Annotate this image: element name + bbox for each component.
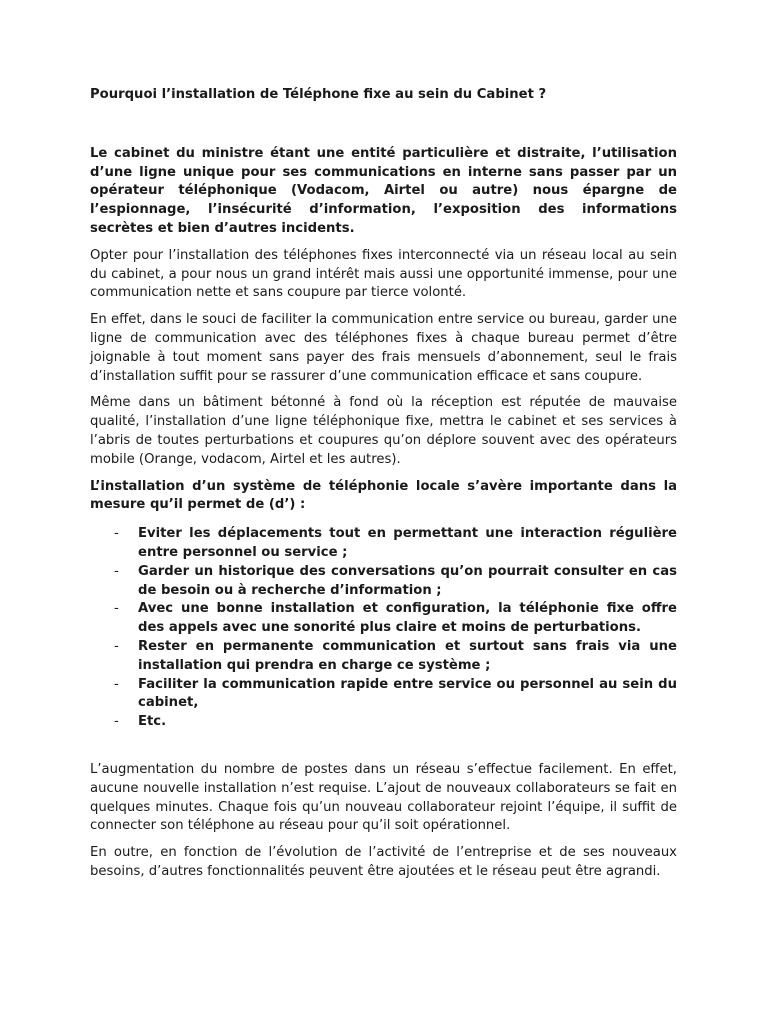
list-item (90, 713, 677, 732)
list-intro-paragraph: L’installation d’un système de téléphonie locale s’avère importante dans la mesure qu’il permet de (d’) : (90, 478, 677, 513)
list-item-text: Avec une bonne installation et configuration, la téléphonie fixe offre des appels avec une sonorité plus claire et moins de perturbations. (138, 601, 677, 636)
body-paragraph: Opter pour l’installation des téléphones fixes interconnecté via un réseau local au sein du cabinet, a pour nous un grand intérêt mais aussi une opportunité immense, pour une communication nette et sans coupure par tierce volonté. (90, 247, 677, 301)
body-paragraph: L’augmentation du nombre de postes dans un réseau s’effectue facilement. En effet, aucune nouvelle installation n’est requise. L’ajout de nouveaux collaborateurs se fait en quelques minutes. Chaque fois qu’un nouveau collaborateur rejoint l’équipe, il suffit de connecter son téléphone au réseau pour qu’il soit opérationnel. (90, 761, 677, 834)
list-marker: - (114, 676, 119, 692)
page-title: Pourquoi l’installation de Téléphone fixe au sein du Cabinet ? (90, 87, 547, 102)
document-page (90, 86, 677, 890)
body-paragraph: Même dans un bâtiment bétonné à fond où la réception est réputée de mauvaise qualité, l’installation d’une ligne téléphonique fixe, mettra le cabinet et ses services à l’abris de toutes perturbations et coupures qu’on déplore souvent avec des opérateurs mobile (Orange, vodacom, Airtel et les autres). (90, 395, 677, 467)
list-item-text: Garder un historique des conversations qu’on pourrait consulter en cas de besoin ou à recherche d’information ; (138, 563, 677, 598)
list-item (90, 525, 677, 563)
body-paragraph: En outre, en fonction de l’évolution de l’activité de l’entreprise et de ses nouveaux besoins, d’autres fonctionnalités peuvent être ajoutées et le réseau peut être agrandi. (90, 845, 677, 879)
list-item-text: Rester en permanente communication et surtout sans frais via une installation qui prendra en charge ce système ; (138, 638, 677, 673)
body-paragraph: En effet, dans le souci de faciliter la communication entre service ou bureau, garder une ligne de communication avec des téléphones fixes à chaque bureau permet d’être joignable à tout moment sans payer des frais mensuels d’abonnement, seul le frais d’installation suffit pour se rassurer d’une communication efficace et sans coupure. (90, 312, 677, 384)
list-marker: - (114, 638, 119, 654)
list-marker: - (114, 526, 119, 542)
list-item-text: Eviter les déplacements tout en permettant une interaction régulière entre personnel ou service ; (138, 526, 677, 560)
list-item (90, 600, 677, 638)
list-item (90, 676, 677, 714)
intro-paragraph: Le cabinet du ministre étant une entité particulière et distraite, l’utilisation d’une ligne unique pour ses communications en interne sans passer par un opérateur téléphonique (Vodacom, Airtel ou autre) nous épargne de l’espionnage, l’insécurité d’information, l’exposition des informations secrètes et bien d’autres incidents. (90, 145, 677, 236)
list-item-text: Etc. (138, 714, 167, 730)
list-item (90, 638, 677, 676)
list-item-text: Faciliter la communication rapide entre service ou personnel au sein du cabinet, (138, 676, 677, 711)
list-item (90, 563, 677, 601)
list-marker: - (114, 601, 119, 617)
benefits-list (90, 525, 677, 732)
list-marker: - (114, 563, 119, 579)
list-marker: - (114, 714, 119, 730)
